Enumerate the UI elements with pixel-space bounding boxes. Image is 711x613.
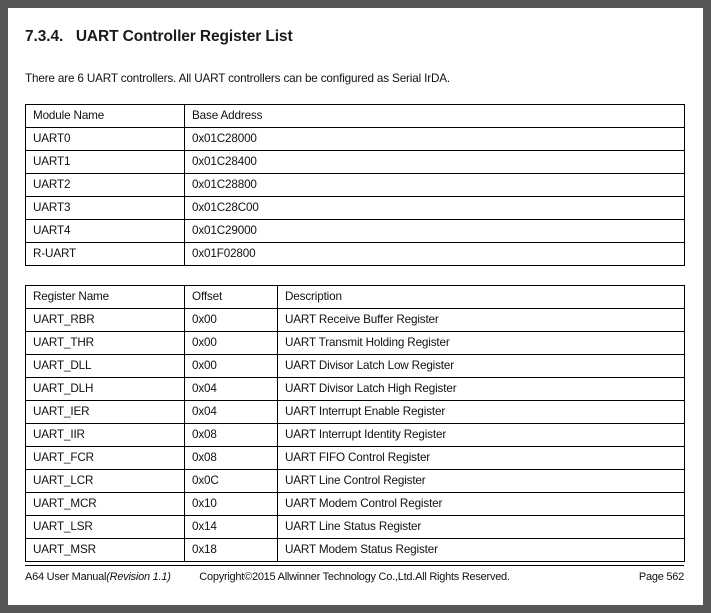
section-number: 7.3.4. [25, 28, 64, 45]
register-cell: 0x0C [185, 469, 278, 492]
register-cell: UART_LSR [26, 515, 185, 538]
table-row [26, 515, 685, 538]
register-header-1: Offset [185, 285, 278, 308]
footer-page-number: Page 562 [638, 571, 684, 583]
register-cell: UART FIFO Control Register [278, 446, 685, 469]
register-cell: UART Divisor Latch Low Register [278, 354, 685, 377]
register-cell: UART Receive Buffer Register [278, 308, 685, 331]
module-cell: 0x01C29000 [185, 219, 685, 242]
register-cell: 0x10 [185, 492, 278, 515]
footer-revision: (Revision 1.1) [106, 571, 171, 583]
page-title: UART Controller Register List [75, 28, 293, 45]
register-cell: UART Interrupt Enable Register [278, 400, 685, 423]
section-heading [25, 28, 685, 47]
register-cell: UART_THR [26, 331, 185, 354]
register-cell: 0x08 [185, 446, 278, 469]
register-cell: 0x00 [185, 354, 278, 377]
document-page [8, 8, 703, 605]
table-row [26, 242, 685, 265]
module-cell: 0x01C28000 [185, 127, 685, 150]
module-cell: 0x01C28400 [185, 150, 685, 173]
module-cell: 0x01F02800 [185, 242, 685, 265]
module-address-table [25, 104, 685, 266]
table-row [26, 173, 685, 196]
module-cell: UART4 [26, 219, 185, 242]
table-row [26, 492, 685, 515]
register-cell: UART Line Control Register [278, 469, 685, 492]
module-cell: 0x01C28C00 [185, 196, 685, 219]
register-cell: UART Modem Control Register [278, 492, 685, 515]
register-cell: UART_LCR [26, 469, 185, 492]
module-table-body [26, 104, 685, 265]
footer-row [25, 569, 684, 591]
register-table-body [26, 285, 685, 561]
register-cell: 0x00 [185, 308, 278, 331]
table-row [26, 446, 685, 469]
register-cell: 0x04 [185, 400, 278, 423]
register-cell: UART Interrupt Identity Register [278, 423, 685, 446]
module-cell: UART1 [26, 150, 185, 173]
table-row [26, 538, 685, 561]
page-footer [25, 565, 684, 591]
register-header-0: Register Name [26, 285, 185, 308]
table-row [26, 127, 685, 150]
register-cell: UART_MSR [26, 538, 185, 561]
module-cell: UART2 [26, 173, 185, 196]
footer-manual-name: A64 User Manual [25, 571, 107, 583]
register-cell: UART Line Status Register [278, 515, 685, 538]
table-row [26, 469, 685, 492]
register-cell: 0x14 [185, 515, 278, 538]
register-cell: 0x04 [185, 377, 278, 400]
module-header-1: Base Address [185, 104, 685, 127]
register-cell: 0x08 [185, 423, 278, 446]
table-row [26, 150, 685, 173]
footer-divider [25, 565, 684, 566]
module-cell: UART3 [26, 196, 185, 219]
table-row [26, 219, 685, 242]
table-header-row [26, 285, 685, 308]
table-row [26, 308, 685, 331]
table-row [26, 377, 685, 400]
register-cell: 0x00 [185, 331, 278, 354]
table-row [26, 354, 685, 377]
register-cell: UART Divisor Latch High Register [278, 377, 685, 400]
module-cell: 0x01C28800 [185, 173, 685, 196]
table-row [26, 196, 685, 219]
register-cell: UART_DLH [26, 377, 185, 400]
register-header-2: Description [278, 285, 685, 308]
footer-copyright: Copyright©2015 Allwinner Technology Co.,Ltd.All Rights Reserved. [199, 571, 510, 583]
page-content [25, 8, 685, 562]
intro-paragraph: There are 6 UART controllers. All UART controllers can be configured as Serial IrDA. [25, 71, 451, 85]
register-cell: UART_FCR [26, 446, 185, 469]
register-cell: UART Modem Status Register [278, 538, 685, 561]
module-cell: UART0 [26, 127, 185, 150]
table-header-row [26, 104, 685, 127]
register-cell: UART_IER [26, 400, 185, 423]
table-row [26, 423, 685, 446]
register-cell: UART Transmit Holding Register [278, 331, 685, 354]
register-cell: UART_DLL [26, 354, 185, 377]
register-cell: UART_MCR [26, 492, 185, 515]
module-cell: R-UART [26, 242, 185, 265]
module-header-0: Module Name [26, 104, 185, 127]
register-cell: UART_RBR [26, 308, 185, 331]
table-row [26, 400, 685, 423]
register-cell: UART_IIR [26, 423, 185, 446]
table-row [26, 331, 685, 354]
register-cell: 0x18 [185, 538, 278, 561]
register-list-table [25, 285, 685, 562]
